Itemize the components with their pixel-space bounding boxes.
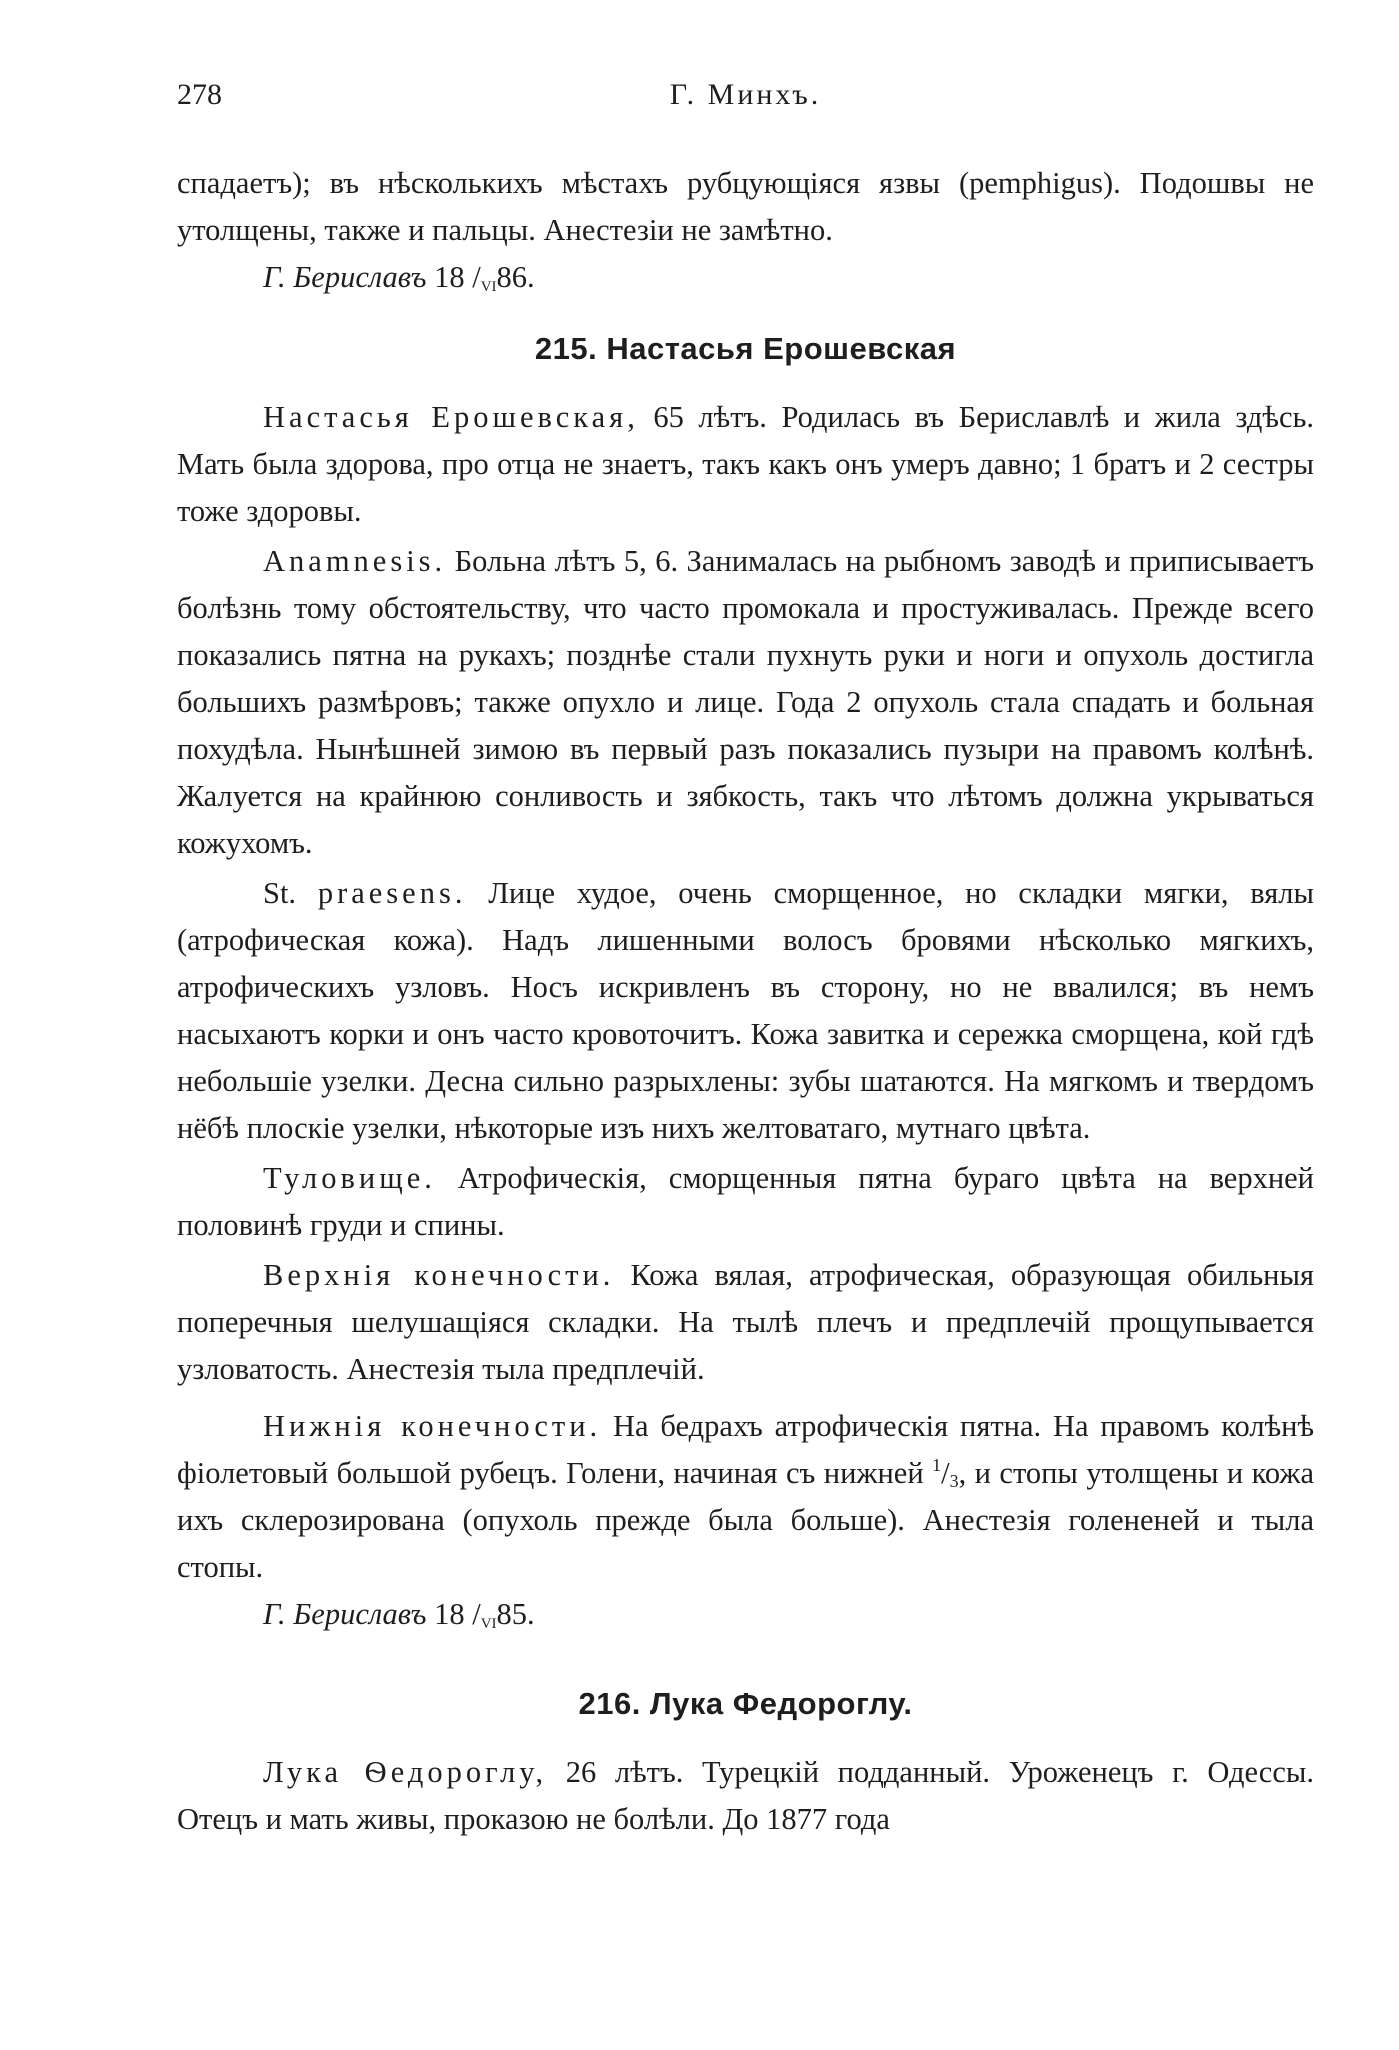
running-title: Г. Минхъ. — [669, 78, 822, 111]
date-day: 18 — [434, 260, 465, 294]
status-label: praesens. — [317, 876, 467, 910]
date-month: VI — [480, 1616, 497, 1632]
place: Г. Бериславъ — [263, 260, 427, 294]
status-label-st: St. — [263, 876, 297, 910]
intro-text: 26 лѣтъ. Турецкій подданный. Уроженецъ г. Одессы. Отецъ и мать живы, проказою не болѣли. До 1877 года — [177, 1755, 1315, 1836]
lower-limbs-text-a: На бедрахъ атрофическія пятна. На правомъ колѣнѣ фіолетовый большой рубецъ. Голени, начиная съ нижней — [177, 1409, 1315, 1490]
case-heading-215: 215. Настасья Ерошевская — [534, 331, 957, 366]
lower-limbs-label: Нижнія конечности. — [263, 1409, 602, 1443]
lower-limbs-text-b: , и стопы утолщены и кожа ихъ склерозирована (опухоль прежде была больше). Анестезія голененей и тыла стопы. — [177, 1456, 1314, 1584]
case-heading-216: 216. Лука Федороглу. — [578, 1686, 913, 1721]
patient-name: Лука Ѳедороглу, — [263, 1755, 548, 1789]
date-day: 18 — [434, 1597, 465, 1631]
fraction-numerator: 1 — [932, 1455, 942, 1475]
page-number: 278 — [177, 78, 222, 111]
continuation-paragraph: спадаетъ); въ нѣсколькихъ мѣстахъ рубцующіяся язвы (pemphigus). Подошвы не утолщены, также и пальцы. Анестезіи не замѣтно. — [177, 166, 1314, 247]
signature-line-prev: Г. Бериславъ 18 $/_{VI}86$. — [263, 260, 535, 295]
place: Г. Бериславъ — [263, 1597, 427, 1631]
date-year: 85. — [496, 1597, 535, 1631]
trunk-text: Атрофическія, сморщенныя пятна бураго цвѣта на верхней половинѣ груди и спины. — [177, 1161, 1315, 1242]
status-text: Лице худое, очень сморщенное, но складки мягки, вялы (атрофическая кожа). Надъ лишенными волосъ бровями нѣсколько мягкихъ, атрофическихъ узловъ. Носъ искривленъ въ сторону, но не ввалился; въ немъ насыхаютъ корки и онъ часто кровоточитъ. Кожа завитка и сережка сморщена, кой гдѣ небольшіе узелки. Десна сильно разрыхлены: зубы шатаются. На мягкомъ и твердомъ нёбѣ плоскіе узелки, нѣкоторые изъ нихъ желтоватаго, мутнаго цвѣта. — [177, 876, 1315, 1145]
case-215-intro — [177, 394, 1314, 535]
upper-limbs-label: Верхнія конечности. — [263, 1258, 615, 1292]
date-year: 86. — [496, 260, 535, 294]
trunk-label: Туловище. — [263, 1161, 436, 1195]
anamnesis-paragraph — [177, 538, 1314, 867]
anamnesis-label: Anamnesis. — [263, 544, 447, 578]
upper-limbs-text: Кожа вялая, атрофическая, образующая обильныя поперечныя шелушащіяся складки. На тылѣ плечъ и предплечій прощупывается узловатость. Анестезія тыла предплечій. — [177, 1258, 1315, 1386]
intro-text: 65 лѣтъ. Родилась въ Бериславлѣ и жила здѣсь. Мать была здорова, про отца не знаетъ, такъ какъ онъ умеръ давно; 1 братъ и 2 сестры тоже здоровы. — [177, 400, 1315, 528]
anamnesis-text: Больна лѣтъ 5, 6. Занималась на рыбномъ заводѣ и приписываетъ болѣзнь тому обстоятельству, что часто промокала и простуживалась. Прежде всего показались пятна на рукахъ; позднѣе стали пухнуть руки и ноги и опухоль достигла большихъ размѣровъ; также опухло и лице. Года 2 опухоль стала спадать и больная похудѣла. Нынѣшней зимою въ первый разъ показались пузыри на правомъ колѣнѣ. Жалуется на крайнюю сонливость и зябкость, такъ что лѣтомъ должна укрываться кожухомъ. — [177, 544, 1314, 860]
upper-limbs-paragraph — [177, 1252, 1314, 1393]
trunk-paragraph — [177, 1155, 1314, 1249]
running-head — [177, 78, 1314, 118]
body-text — [177, 160, 1314, 1843]
fraction-denominator: 3 — [949, 1471, 959, 1491]
case-216-intro — [177, 1749, 1314, 1843]
signature-line-215: Г. Бериславъ 18 $/_{VI}85$. — [263, 1597, 535, 1632]
lower-limbs-paragraph: Нижнія конечности. На бедрахъ атрофическія пятна. На правомъ колѣнѣ фіолетовый большой рубецъ. Голени, начиная съ нижней $^1/_3$, и стопы утолщены и кожа ихъ склерозирована (опухоль прежде была больше). Анестезія голененей и тыла стопы. — [177, 1409, 1315, 1584]
date-month: VI — [480, 279, 497, 295]
patient-name: Настасья Ерошевская, — [263, 400, 639, 434]
status-paragraph — [177, 870, 1314, 1152]
